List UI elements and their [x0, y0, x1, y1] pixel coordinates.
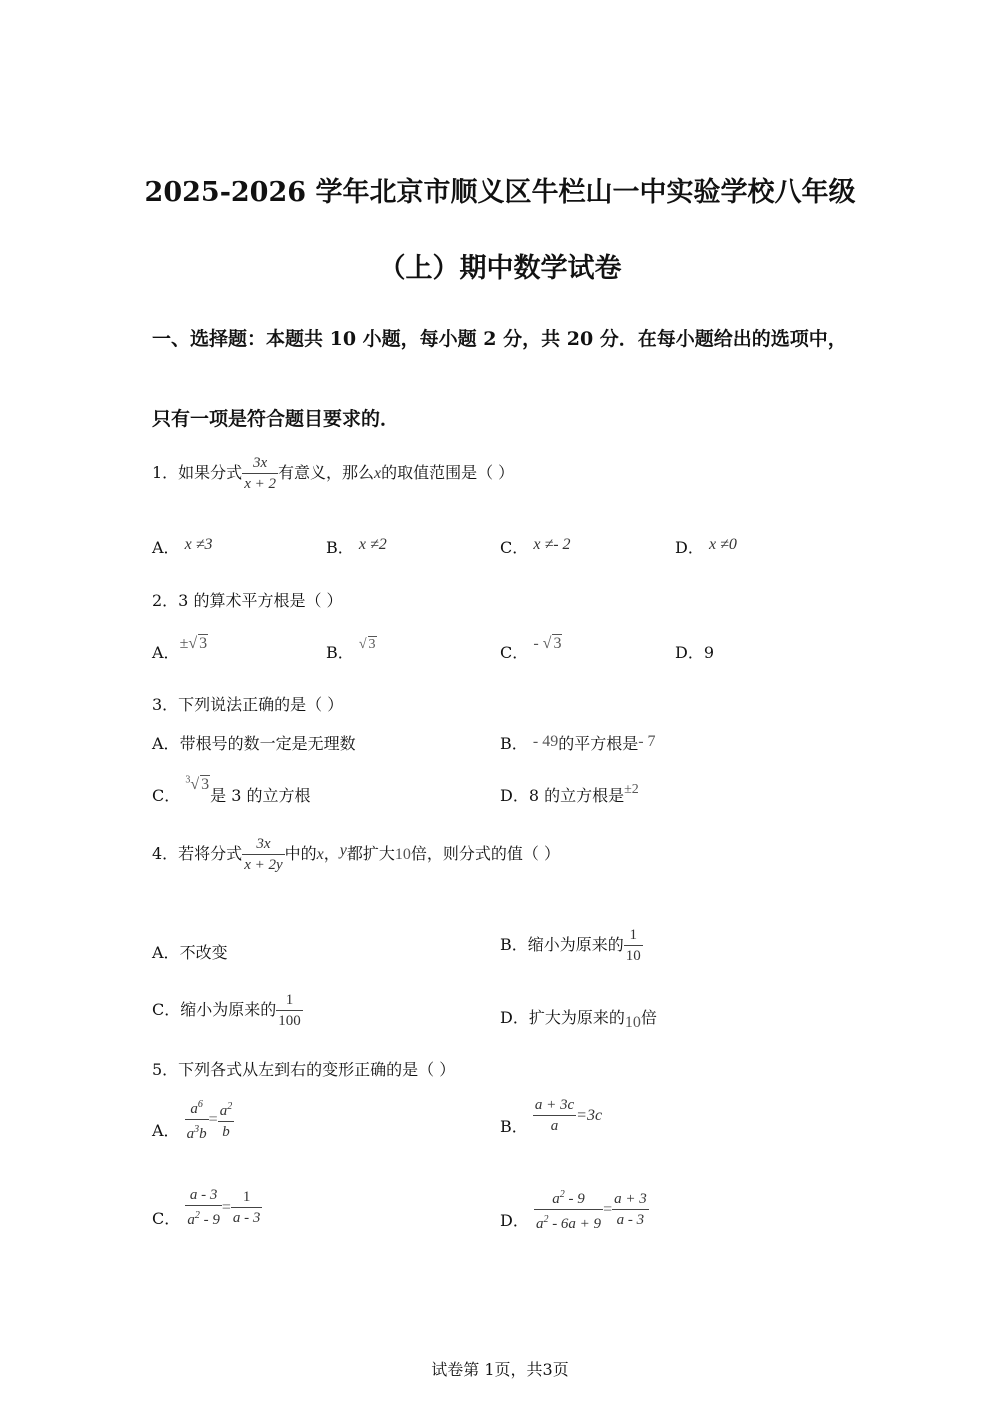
q5-option-c[interactable]: C． $\frac{a - 3}{a^2 - 9}$ = $\frac{1}{a - 3}$	[152, 1187, 261, 1228]
q4-option-b[interactable]: B．缩小为原来的 $\frac{1}{10}$	[500, 927, 641, 964]
q3-option-b[interactable]: B． - 49的平方根是- 7	[500, 733, 656, 753]
title-line-1: 2025-2026 学年北京市顺义区牛栏山一中实验学校八年级	[144, 177, 856, 208]
question-1: 1．如果分式 $\frac{3x}{x + 2}$ 有意义，那么x的取值范围是（ ）	[152, 455, 515, 492]
q2-option-b[interactable]: B． √ 3	[326, 637, 376, 662]
q3-option-a[interactable]: A．带根号的数一定是无理数	[152, 734, 356, 753]
q2-option-c[interactable]: C． - √ 3	[500, 635, 562, 662]
q4-option-c[interactable]: C．缩小为原来的 $\frac{1}{100}$	[152, 992, 301, 1029]
question-5: 5．下列各式从左到右的变形正确的是（ ）	[152, 1060, 456, 1079]
section-header-line-2: 只有一项是符合题目要求的．	[152, 408, 400, 430]
q2-option-a[interactable]: A．±√ 3	[152, 635, 208, 662]
q1-option-a[interactable]: A． x ≠3	[152, 536, 213, 557]
q5-option-d[interactable]: D． $\frac{a^2 - 9}{a^2 - 6a + 9}$ = $\frac{a + 3}{a - 3}$	[500, 1185, 649, 1234]
q3-option-d[interactable]: D．8 的立方根是±2	[500, 782, 639, 805]
question-3: 3．下列说法正确的是（ ）	[152, 695, 344, 714]
question-2: 2．3 的算术平方根是（ ）	[152, 591, 343, 610]
q1-option-c[interactable]: C． x ≠- 2	[500, 536, 571, 557]
q4-option-a[interactable]: A．不改变	[152, 943, 228, 962]
question-4: 4．若将分式 $\frac{3x}{x + 2y}$ 中的x，y都扩大10倍，则分式的值（ ）	[152, 836, 560, 873]
q5-option-b[interactable]: B． $\frac{a + 3c}{a}$ =3c	[500, 1097, 603, 1136]
q1-option-d[interactable]: D． x ≠0	[675, 536, 737, 557]
q1-option-b[interactable]: B． x ≠2	[326, 536, 387, 557]
q5-option-a[interactable]: A． $\frac{a^6}{a^3b}$ = $\frac{a^2}{b}$	[152, 1095, 234, 1144]
q2-option-d[interactable]: D．9	[675, 643, 715, 662]
q1-fraction: $\frac{3x}{x + 2}$	[244, 455, 276, 492]
title-line-2: （上）期中数学试卷	[378, 253, 622, 284]
page-footer: 试卷第 1页，共3页	[431, 1360, 569, 1379]
section-header-line-1: 一、选择题：本题共 10 小题，每小题 2 分，共 20 分．在每小题给出的选项中，	[152, 328, 847, 350]
q4-option-d[interactable]: D．扩大为原来的10倍	[500, 1008, 657, 1031]
q3-option-c[interactable]: C． $^3$√ 3是 3 的立方根	[152, 774, 311, 805]
q4-fraction: $\frac{3x}{x + 2y}$	[244, 836, 283, 873]
